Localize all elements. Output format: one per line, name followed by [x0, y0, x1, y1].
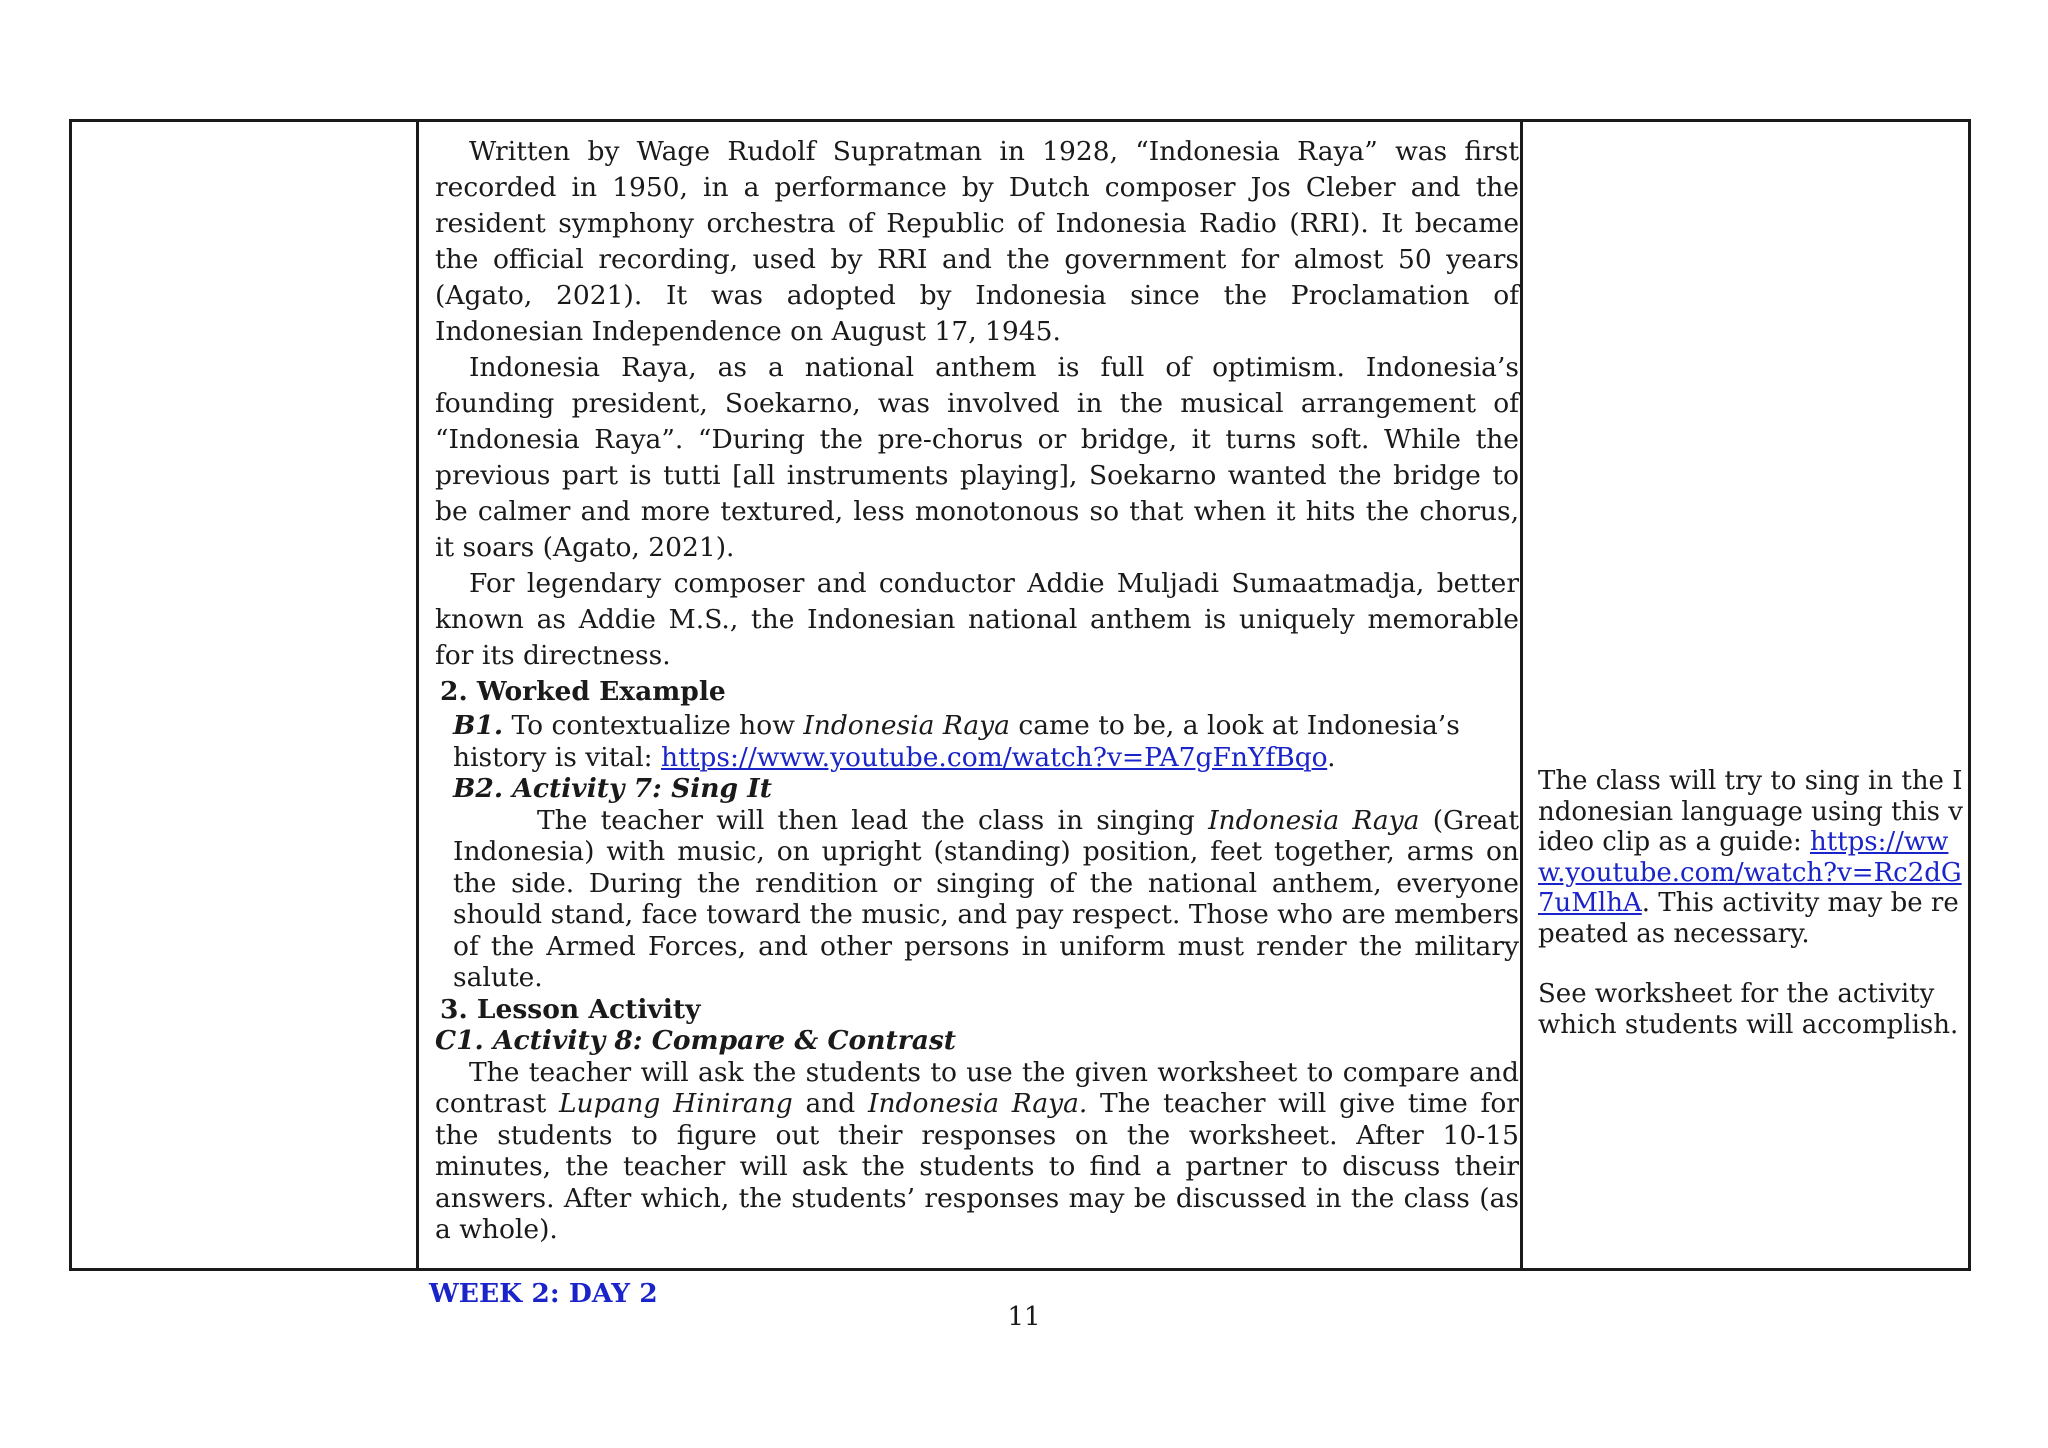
b2-text-b: (Great Indonesia) with music, on upright (standing) position, feet together, arms on the side. During the rendition or singing of the national anthem, everyone should stand, face toward the music, and pay respect. Those who are members of the Armed Forces, and other persons in uniform must render the military salute.: [453, 804, 1519, 993]
b1-text-b: came to be, a look at Indonesia’s history is vital:: [453, 710, 1460, 773]
b1-italic: Indonesia Raya: [803, 710, 1010, 741]
b1-paragraph: [435, 710, 1519, 773]
main-content-cell: [429, 134, 1519, 1312]
c1-italic-indonesia: Indonesia Raya.: [867, 1088, 1088, 1119]
c1-text-c: The teacher will give time for the students to figure out their responses on the worksheet. After 10-15 minutes, the teacher will ask the students to find a partner to discuss their answers. After which, the students’ responses may be discussed in the class (as a whole).: [435, 1088, 1519, 1245]
column-divider-right: [1520, 122, 1523, 1268]
c1-heading: C1. Activity 8: Compare & Contrast: [435, 1025, 957, 1056]
paragraph-history: Written by Wage Rudolf Supratman in 1928, “Indonesia Raya” was first recorded in 1950, in a performance by Dutch composer Jos Cleber and the resident symphony orchestra of Republic of Indonesia Radio (RRI). It became the official recording, used by RRI and the government for almost 50 years (Agato, 2021). It was adopted by Indonesia since the Proclamation of Indonesian Independence on August 17, 1945.: [435, 136, 1519, 347]
b1-end: .: [1327, 741, 1336, 773]
week-label: WEEK 2: DAY 2: [429, 1277, 658, 1309]
c1-italic-lupang: Lupang Hinirang: [558, 1088, 793, 1119]
paragraph-addie: For legendary composer and conductor Addie Muljadi Sumaatmadja, better known as Addie M.S., the Indonesian national anthem is uniquely memorable for its directness.: [435, 568, 1519, 671]
page-number: 11: [1007, 1302, 1041, 1332]
b1-label: B1.: [453, 710, 504, 741]
paragraph-optimism: Indonesia Raya, as a national anthem is full of optimism. Indonesia’s founding president, Soekarno, was involved in the musical arrangement of “Indonesia Raya”. “During the pre-chorus or bridge, it turns soft. While the previous part is tutti [all instruments playing], Soekarno wanted the bridge to be calmer and more textured, less monotonous so that when it hits the chorus, it soars (Agato, 2021).: [435, 352, 1519, 563]
c1-paragraph: [435, 1057, 1519, 1246]
b1-text-a: To contextualize how: [503, 710, 804, 741]
b2-italic: Indonesia Raya: [1208, 804, 1420, 836]
b2-text-a: The teacher will then lead the class in singing: [537, 804, 1209, 836]
lesson-table: [69, 119, 1971, 1309]
note1-text: The class will try to sing in the Indonesian language using this video clip as a guide:: [1538, 766, 1963, 857]
c1-text-b: and: [792, 1088, 868, 1119]
b2-paragraph: [435, 805, 1519, 994]
worked-example-heading: 2. Worked Example: [440, 676, 726, 707]
b1-youtube-link[interactable]: https://www.youtube.com/watch?v=PA7gFnYfBqo: [661, 741, 1328, 773]
column-divider-left: [416, 122, 419, 1268]
note-worksheet: See worksheet for the activity which students will accomplish.: [1538, 979, 1959, 1040]
notes-cell: [1538, 766, 1963, 1040]
note-sing-guide: [1538, 766, 1963, 949]
b2-heading: B2. Activity 7: Sing It: [453, 773, 772, 804]
note1-end: . This activity may be repeated as necessary.: [1538, 888, 1959, 949]
note1-youtube-link[interactable]: https://www.youtube.com/watch?v=Rc2dG7uMlhA: [1538, 827, 1962, 918]
c1-text-a: The teacher will ask the students to use the given worksheet to compare and contrast: [435, 1056, 1519, 1119]
lesson-activity-heading: 3. Lesson Activity: [440, 993, 701, 1025]
